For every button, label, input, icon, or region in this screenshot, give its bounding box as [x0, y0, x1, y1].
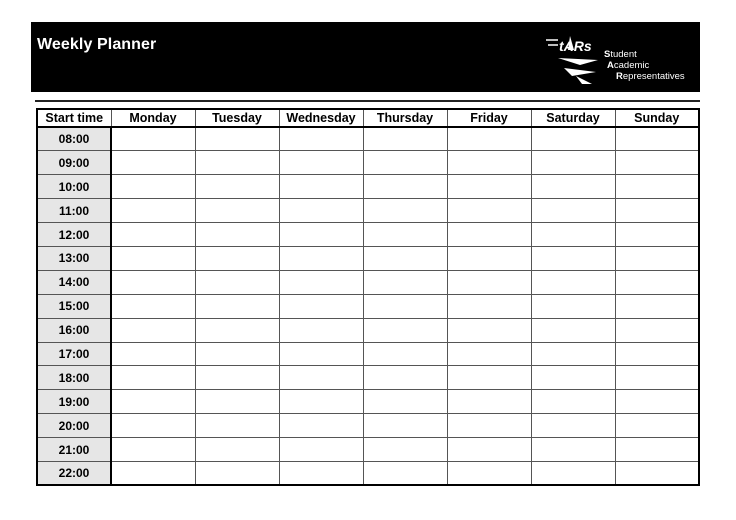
time-cell: 11:00 — [37, 199, 111, 223]
slot-monday[interactable] — [111, 461, 195, 485]
slot-monday[interactable] — [111, 151, 195, 175]
slot-thursday[interactable] — [363, 318, 447, 342]
slot-wednesday[interactable] — [279, 366, 363, 390]
slot-monday[interactable] — [111, 223, 195, 247]
table-row — [37, 223, 699, 247]
weekly-planner-table — [36, 108, 700, 486]
slot-wednesday[interactable] — [279, 175, 363, 199]
slot-friday[interactable] — [447, 438, 531, 462]
slot-monday[interactable] — [111, 127, 195, 151]
column-header-saturday: Saturday — [531, 109, 615, 127]
slot-tuesday[interactable] — [195, 390, 279, 414]
slot-monday[interactable] — [111, 199, 195, 223]
divider-rule — [35, 100, 700, 102]
table-row — [37, 199, 699, 223]
slot-monday[interactable] — [111, 270, 195, 294]
slot-saturday[interactable] — [531, 294, 615, 318]
logo-initial-s: S — [604, 49, 611, 60]
slot-tuesday[interactable] — [195, 438, 279, 462]
slot-thursday[interactable] — [363, 223, 447, 247]
slot-thursday[interactable] — [363, 390, 447, 414]
table-row — [37, 461, 699, 485]
slot-monday[interactable] — [111, 175, 195, 199]
slot-thursday[interactable] — [363, 438, 447, 462]
slot-thursday[interactable] — [363, 246, 447, 270]
slot-monday[interactable] — [111, 366, 195, 390]
column-header-monday: Monday — [111, 109, 195, 127]
slot-wednesday[interactable] — [279, 246, 363, 270]
slot-friday[interactable] — [447, 151, 531, 175]
slot-wednesday[interactable] — [279, 318, 363, 342]
slot-sunday[interactable] — [615, 270, 699, 294]
column-header-tuesday: Tuesday — [195, 109, 279, 127]
column-header-sunday: Sunday — [615, 109, 699, 127]
planner-body — [37, 127, 699, 485]
slot-friday[interactable] — [447, 318, 531, 342]
column-header-wednesday: Wednesday — [279, 109, 363, 127]
slot-friday[interactable] — [447, 246, 531, 270]
logo-initial-a: A — [607, 60, 614, 71]
time-cell: 19:00 — [37, 390, 111, 414]
slot-sunday[interactable] — [615, 438, 699, 462]
slot-sunday[interactable] — [615, 318, 699, 342]
slot-thursday[interactable] — [363, 151, 447, 175]
slot-saturday[interactable] — [531, 151, 615, 175]
slot-tuesday[interactable] — [195, 342, 279, 366]
slot-friday[interactable] — [447, 223, 531, 247]
table-row — [37, 366, 699, 390]
table-row — [37, 175, 699, 199]
time-cell: 17:00 — [37, 342, 111, 366]
time-cell: 16:00 — [37, 318, 111, 342]
slot-thursday[interactable] — [363, 461, 447, 485]
time-cell: 14:00 — [37, 270, 111, 294]
slot-monday[interactable] — [111, 390, 195, 414]
table-row — [37, 151, 699, 175]
time-cell: 18:00 — [37, 366, 111, 390]
slot-thursday[interactable] — [363, 199, 447, 223]
slot-saturday[interactable] — [531, 199, 615, 223]
slot-monday[interactable] — [111, 246, 195, 270]
page-title: Weekly Planner — [37, 36, 157, 53]
slot-monday[interactable] — [111, 294, 195, 318]
slot-friday[interactable] — [447, 175, 531, 199]
slot-wednesday[interactable] — [279, 390, 363, 414]
slot-sunday[interactable] — [615, 151, 699, 175]
slot-saturday[interactable] — [531, 390, 615, 414]
slot-wednesday[interactable] — [279, 127, 363, 151]
slot-sunday[interactable] — [615, 246, 699, 270]
table-row — [37, 270, 699, 294]
column-header-start-time: Start time — [37, 109, 111, 127]
slot-saturday[interactable] — [531, 461, 615, 485]
slot-thursday[interactable] — [363, 270, 447, 294]
time-cell: 20:00 — [37, 414, 111, 438]
slot-tuesday[interactable] — [195, 127, 279, 151]
slot-saturday[interactable] — [531, 438, 615, 462]
slot-sunday[interactable] — [615, 127, 699, 151]
slot-saturday[interactable] — [531, 366, 615, 390]
slot-wednesday[interactable] — [279, 342, 363, 366]
slot-saturday[interactable] — [531, 246, 615, 270]
slot-wednesday[interactable] — [279, 294, 363, 318]
slot-sunday[interactable] — [615, 366, 699, 390]
slot-wednesday[interactable] — [279, 414, 363, 438]
slot-friday[interactable] — [447, 342, 531, 366]
slot-saturday[interactable] — [531, 127, 615, 151]
time-cell: 08:00 — [37, 127, 111, 151]
slot-wednesday[interactable] — [279, 438, 363, 462]
slot-saturday[interactable] — [531, 270, 615, 294]
table-row — [37, 127, 699, 151]
table-row — [37, 390, 699, 414]
stars-logo — [544, 32, 700, 90]
slot-wednesday[interactable] — [279, 270, 363, 294]
slot-friday[interactable] — [447, 414, 531, 438]
slot-tuesday[interactable] — [195, 246, 279, 270]
column-header-thursday: Thursday — [363, 109, 447, 127]
slot-sunday[interactable] — [615, 223, 699, 247]
slot-tuesday[interactable] — [195, 223, 279, 247]
slot-thursday[interactable] — [363, 414, 447, 438]
slot-saturday[interactable] — [531, 414, 615, 438]
logo-wordmark — [604, 49, 685, 82]
slot-tuesday[interactable] — [195, 294, 279, 318]
slot-monday[interactable] — [111, 414, 195, 438]
slot-friday[interactable] — [447, 294, 531, 318]
logo-line-student: tudent — [610, 49, 637, 60]
slot-tuesday[interactable] — [195, 199, 279, 223]
logo-line-academic: cademic — [613, 60, 650, 71]
slot-thursday[interactable] — [363, 175, 447, 199]
slot-tuesday[interactable] — [195, 366, 279, 390]
slot-friday[interactable] — [447, 199, 531, 223]
slot-sunday[interactable] — [615, 461, 699, 485]
table-row — [37, 246, 699, 270]
time-cell: 10:00 — [37, 175, 111, 199]
slot-saturday[interactable] — [531, 223, 615, 247]
table-row — [37, 318, 699, 342]
time-cell: 22:00 — [37, 461, 111, 485]
slot-friday[interactable] — [447, 461, 531, 485]
slot-sunday[interactable] — [615, 390, 699, 414]
slot-wednesday[interactable] — [279, 461, 363, 485]
slot-friday[interactable] — [447, 366, 531, 390]
time-cell: 21:00 — [37, 438, 111, 462]
slot-tuesday[interactable] — [195, 318, 279, 342]
table-row — [37, 438, 699, 462]
slot-thursday[interactable] — [363, 127, 447, 151]
slot-friday[interactable] — [447, 270, 531, 294]
slot-sunday[interactable] — [615, 199, 699, 223]
slot-monday[interactable] — [111, 438, 195, 462]
slot-sunday[interactable] — [615, 414, 699, 438]
logo-line-representatives: epresentatives — [622, 71, 685, 82]
table-row — [37, 342, 699, 366]
logo-initial-r: R — [616, 71, 623, 82]
time-cell: 13:00 — [37, 246, 111, 270]
slot-tuesday[interactable] — [195, 461, 279, 485]
table-row — [37, 294, 699, 318]
slot-tuesday[interactable] — [195, 151, 279, 175]
slot-monday[interactable] — [111, 318, 195, 342]
slot-saturday[interactable] — [531, 342, 615, 366]
slot-wednesday[interactable] — [279, 223, 363, 247]
slot-tuesday[interactable] — [195, 175, 279, 199]
table-row — [37, 414, 699, 438]
slot-sunday[interactable] — [615, 294, 699, 318]
slot-thursday[interactable] — [363, 366, 447, 390]
slot-friday[interactable] — [447, 127, 531, 151]
slot-tuesday[interactable] — [195, 414, 279, 438]
slot-monday[interactable] — [111, 342, 195, 366]
logo-mark-text: tARs — [559, 38, 592, 54]
time-cell: 09:00 — [37, 151, 111, 175]
slot-thursday[interactable] — [363, 294, 447, 318]
time-cell: 12:00 — [37, 223, 111, 247]
header-banner — [31, 22, 700, 92]
slot-wednesday[interactable] — [279, 199, 363, 223]
slot-friday[interactable] — [447, 390, 531, 414]
slot-tuesday[interactable] — [195, 270, 279, 294]
slot-saturday[interactable] — [531, 175, 615, 199]
header-row — [37, 109, 699, 127]
slot-thursday[interactable] — [363, 342, 447, 366]
slot-saturday[interactable] — [531, 318, 615, 342]
time-cell: 15:00 — [37, 294, 111, 318]
slot-sunday[interactable] — [615, 342, 699, 366]
slot-wednesday[interactable] — [279, 151, 363, 175]
column-header-friday: Friday — [447, 109, 531, 127]
slot-sunday[interactable] — [615, 175, 699, 199]
